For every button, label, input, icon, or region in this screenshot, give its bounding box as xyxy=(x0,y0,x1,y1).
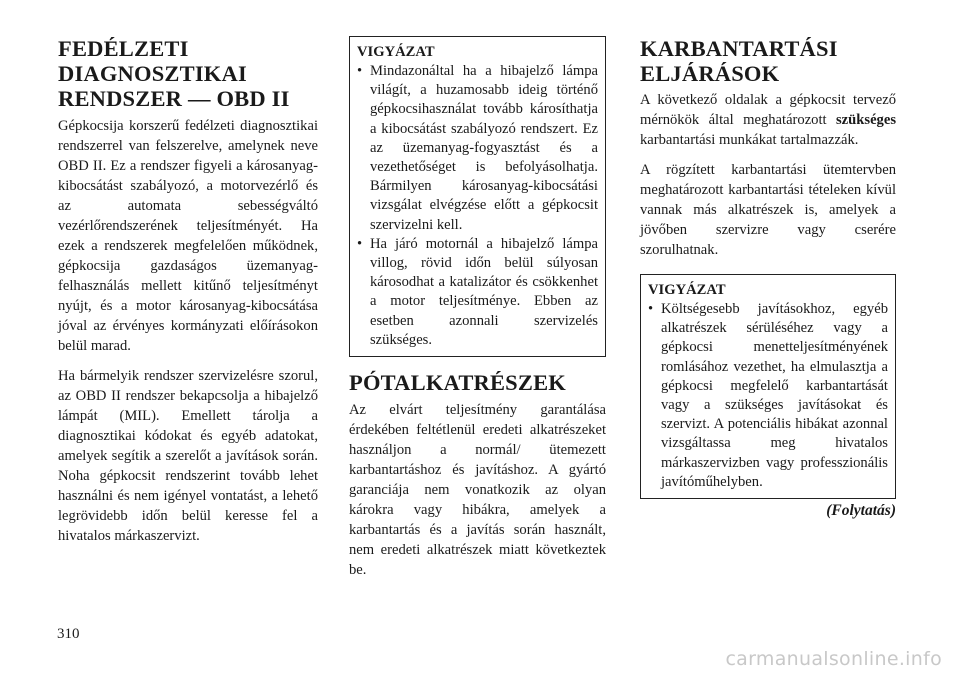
obd-heading xyxy=(58,36,318,111)
warning-title: VIGYÁZAT xyxy=(357,44,435,60)
heading-line: FEDÉLZETI xyxy=(58,36,189,61)
warning-item xyxy=(357,235,598,350)
heading-line: KARBANTARTÁSI xyxy=(640,36,838,61)
maintenance-paragraph-2: A rögzített karbantartási ütemtervben meghatározott karbantartási tételeken kívül vannak más alkatrészek is, amelyek a jövőben szervizre vagy cserére szorulhatnak. xyxy=(640,162,896,258)
watermark: carmanualsonline.info xyxy=(725,648,942,670)
maintenance-paragraph-1 xyxy=(640,90,896,150)
warning-item-text: Mindazonáltal ha a hibajelző lámpa világít, a huzamosabb ideig történő gépkocsihasználat tovább károsíthatja a kibocsátást szabályozó rendszert. Ez az üzemanyag-fogyasztást és a vezethetőséget is befolyásolhatja. Bármilyen károsanyag-kibocsátási vizsgálat elvégzése előtt a gépkocsit szervizelni kell. xyxy=(370,63,598,233)
warning-list xyxy=(357,62,598,350)
warning-item xyxy=(648,300,888,492)
bullet-icon: • xyxy=(648,301,654,317)
text-run: karbantartási munkákat tartalmazzák. xyxy=(640,132,859,148)
maintenance-heading xyxy=(640,36,896,86)
continued-label: (Folytatás) xyxy=(826,502,896,520)
heading-line: ELJÁRÁSOK xyxy=(640,61,780,86)
warning-list xyxy=(648,300,888,492)
warning-item xyxy=(357,62,598,235)
obd-paragraph-2: Ha bármelyik rendszer szervizelésre szorul, az OBD II rendszer bekapcsolja a hibajelző lámpát (MIL). Emellett tárolja a diagnosztikai kódokat és egyéb adatokat, amelyek segítik a szerelőt a javítások során. Noha gépkocsit rendszerint tovább lehet használni és nem igényel vontatást, a lehető legrövidebb időn belül keresse fel a hivatalos márkaszervizt. xyxy=(58,368,318,544)
text-run: A következő oldalak a gépkocsit tervező mérnökök által meghatározott xyxy=(640,92,896,128)
middle-column xyxy=(349,36,606,590)
page-number: 310 xyxy=(57,626,80,642)
heading-line: DIAGNOSZTIKAI xyxy=(58,61,247,86)
bullet-icon: • xyxy=(357,235,363,252)
warning-item-text: Költségesebb javításokhoz, egyéb alkatrészek sérüléséhez vagy a gépkocsi menetteljesítményének romlásához vezethet, ha elmulasztja a gépkocsi megfelelő karbantartását vagy a szükséges javításokat és szervizt. A potenciális hibákat azonnal vizsgáltassa meg hivatalos márkaszervizben vagy professzionális javítóműhelyben. xyxy=(661,301,888,490)
emphasis-text: szükséges xyxy=(836,112,896,128)
left-column xyxy=(58,36,318,556)
parts-heading: PÓTALKATRÉSZEK xyxy=(349,370,567,396)
bullet-icon: • xyxy=(357,63,363,79)
heading-line: RENDSZER — OBD II xyxy=(58,86,290,111)
warning-box-maintenance xyxy=(640,274,896,499)
parts-paragraph: Az elvárt teljesítmény garantálása érdekében feltétlenül eredeti alkatrészeket használjon a normál/ ütemezett karbantartáshoz és javításhoz. A gyártó garanciája nem vonatkozik az olyan károkra vagy hibákra, amelyek a karbantartás és a javítás során használt, nem eredeti alkatrészek miatt következtek be. xyxy=(349,402,606,579)
warning-item-text: Ha járó motornál a hibajelző lámpa villog, rövid időn belül súlyosan károsodhat a katalizátor és csökkenhet a motor teljesítménye. Ebben az esetben azonnali szervizelés szükséges. xyxy=(370,235,598,348)
warning-title: VIGYÁZAT xyxy=(648,282,726,298)
right-column xyxy=(640,36,896,520)
obd-paragraph-1: Gépkocsija korszerű fedélzeti diagnosztikai rendszerrel van felszerelve, amelynek neve OBD II. Ez a rendszer figyeli a károsanyag-kibocsátást szabályozó, a motorvezérlő és az automata sebességváltó vezérlőrendszerének teljesítményét. Ha ezek a rendszerek megfelelően működnek, gépkocsija gazdaságos üzemanyag-felhasználás mellett kitűnő teljesítményt nyújt, és a motor károsanyag-kibocsátása jóval az érvényes kormányzati előírásokon belül marad. xyxy=(58,118,318,354)
warning-box-mil xyxy=(349,36,606,357)
